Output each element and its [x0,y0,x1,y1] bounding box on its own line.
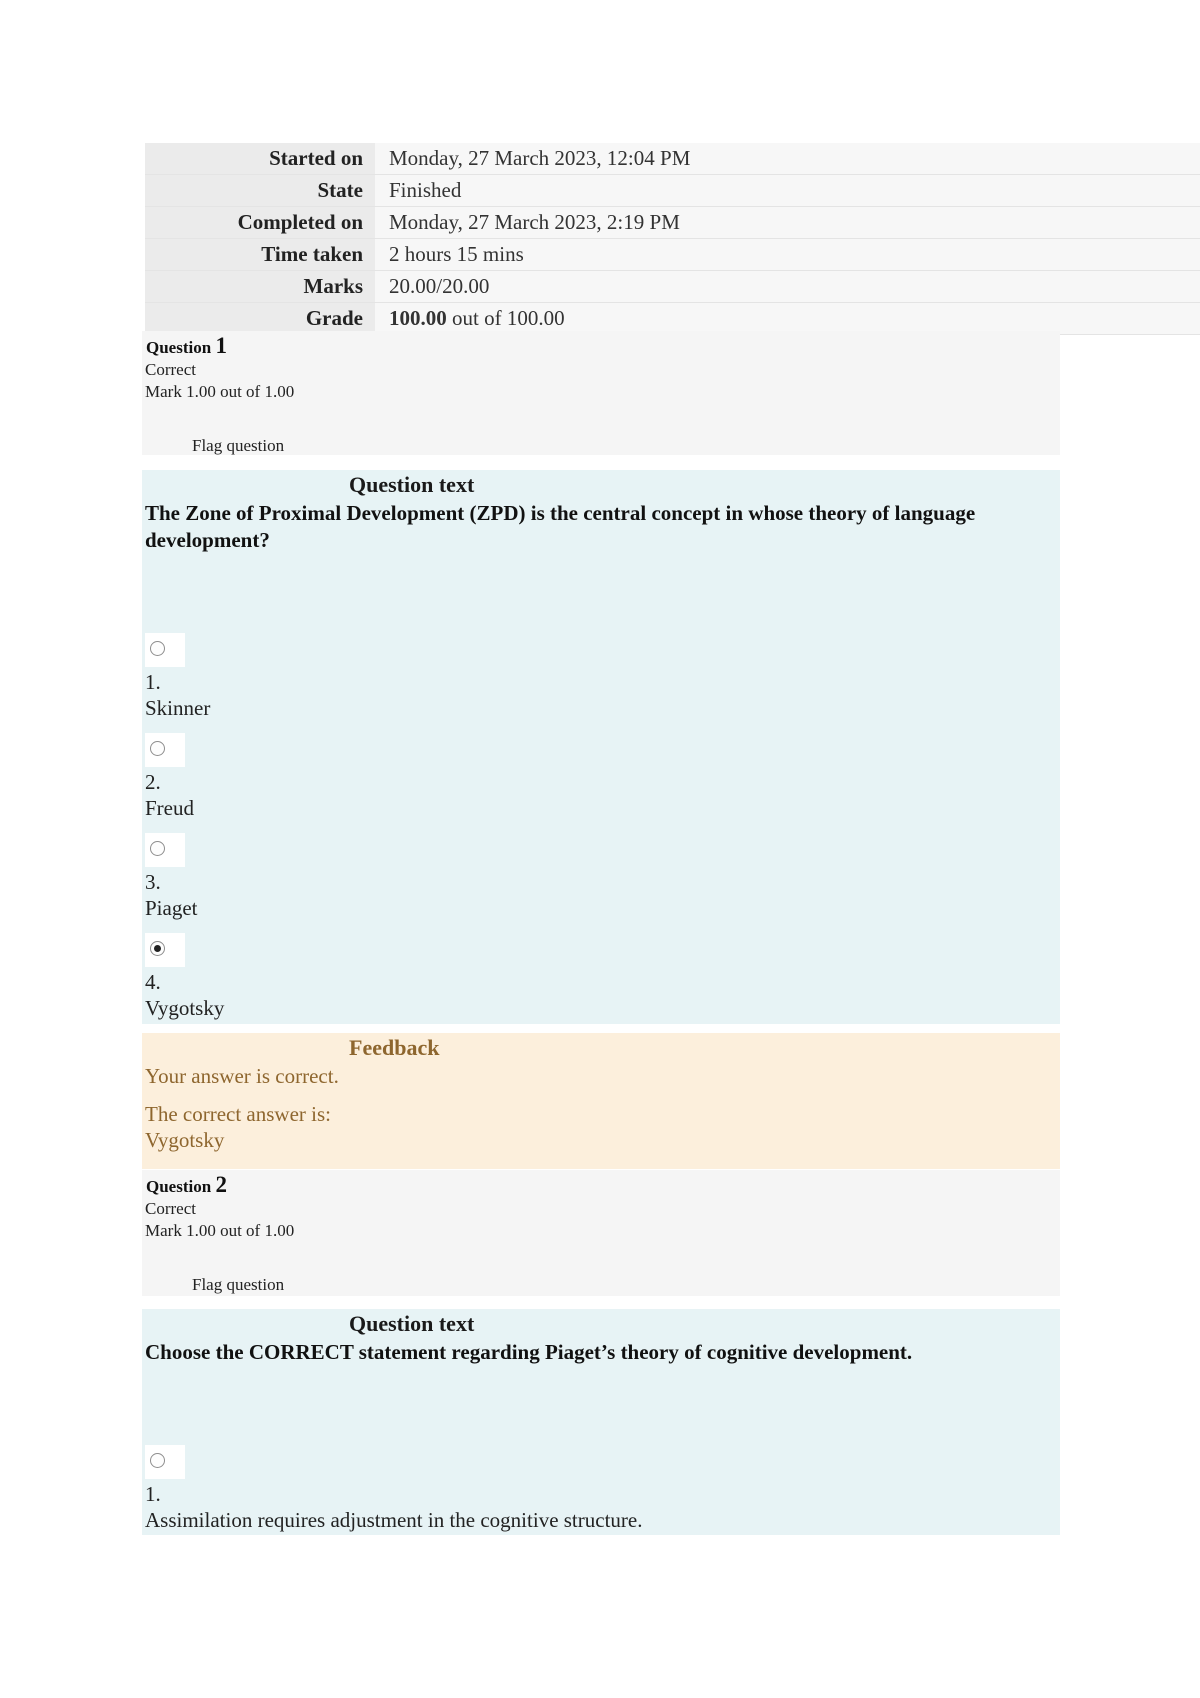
answer-option[interactable] [145,933,224,1021]
question-text: The Zone of Proximal Development (ZPD) is the central concept in whose theory of language development? [145,501,976,552]
summary-row-time-taken [145,239,1200,271]
answer-option[interactable] [145,1445,642,1533]
summary-value: 20.00/20.00 [375,271,1200,302]
correct-answer-label: The correct answer is: [145,1102,331,1126]
question-1-feedback [142,1033,1060,1169]
question-2-info [142,1170,1060,1296]
summary-row-marks [145,271,1200,303]
question-prefix: Question [146,338,212,357]
radio-box [145,833,185,867]
summary-row-state [145,175,1200,207]
summary-label: Completed on [145,207,375,238]
radio-box [145,733,185,767]
feedback-result: Your answer is correct. [145,1064,339,1088]
radio-box [145,1445,185,1479]
question-number-value: 1 [215,333,227,358]
summary-label: Started on [145,143,375,174]
answer-option[interactable] [145,633,210,721]
radio-box [145,933,185,967]
answer-number: 1. [145,1482,161,1506]
question-text-heading: Question text [349,472,475,497]
question-number [146,1172,227,1198]
answer-number: 1. [145,670,161,694]
answer-label: Freud [145,796,194,820]
answer-radio[interactable] [150,1453,165,1468]
question-1-content [142,470,1060,1024]
answer-number: 3. [145,870,161,894]
question-prefix: Question [146,1177,212,1196]
answer-radio-selected[interactable] [150,941,165,956]
answer-label: Vygotsky [145,996,225,1020]
question-state: Correct [145,360,196,379]
summary-value: Monday, 27 March 2023, 12:04 PM [375,143,1200,174]
answer-label: Skinner [145,696,211,720]
question-number-value: 2 [215,1172,227,1197]
answer-label: Piaget [145,896,198,920]
summary-value: Monday, 27 March 2023, 2:19 PM [375,207,1200,238]
correct-answer-value: Vygotsky [145,1128,225,1152]
question-state: Correct [145,1199,196,1218]
question-grade: Mark 1.00 out of 1.00 [145,382,295,401]
summary-label: Grade [145,303,375,334]
grade-value: 100.00 [389,306,447,330]
summary-row-completed [145,207,1200,239]
radio-box [145,633,185,667]
question-number [146,333,227,359]
question-1-info [142,331,1060,455]
summary-row-started [145,143,1200,175]
answer-option[interactable] [145,833,198,921]
flag-question-link[interactable]: Flag question [192,1275,285,1294]
attempt-summary-table [145,143,1200,335]
answer-number: 2. [145,770,161,794]
flag-question-link[interactable]: Flag question [192,436,285,455]
summary-value [375,303,1200,334]
answer-radio[interactable] [150,641,165,656]
feedback-heading: Feedback [349,1035,440,1060]
answer-option[interactable] [145,733,194,821]
answer-label: Assimilation requires adjustment in the cognitive structure. [145,1508,643,1532]
answer-number: 4. [145,970,161,994]
summary-label: Time taken [145,239,375,270]
summary-value: Finished [375,175,1200,206]
answer-radio[interactable] [150,841,165,856]
summary-label: Marks [145,271,375,302]
answer-radio[interactable] [150,741,165,756]
question-grade: Mark 1.00 out of 1.00 [145,1221,295,1240]
summary-label: State [145,175,375,206]
question-2-content [142,1309,1060,1535]
summary-value: 2 hours 15 mins [375,239,1200,270]
grade-out-of: out of 100.00 [446,306,565,330]
question-text: Choose the CORRECT statement regarding Piaget’s theory of cognitive development. [145,1340,913,1364]
question-text-heading: Question text [349,1311,475,1336]
